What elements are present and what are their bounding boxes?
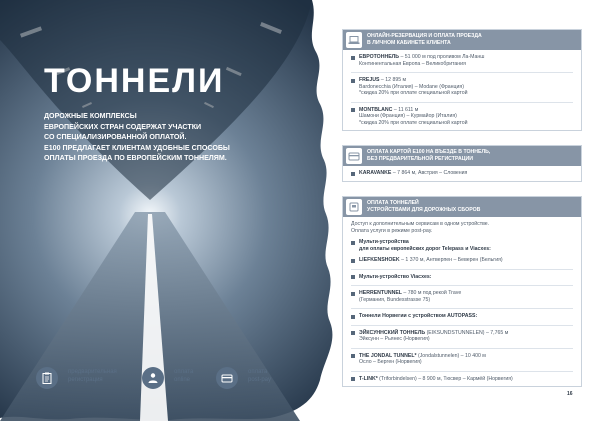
bullet-icon <box>351 377 355 381</box>
tunnel-detail: (EIKSUNDSTUNNELEN) – 7,765 м <box>425 329 509 336</box>
tunnel-name: MONTBLANC <box>359 106 393 113</box>
entry-line: Эйксунн – Рьянес (Норвегия) <box>359 336 430 342</box>
entry-line: Осло – Берген (Норвегия) <box>359 359 422 365</box>
legend-label <box>174 369 193 384</box>
hero-line: СО СПЕЦИАЛИЗИРОВАННОЙ ОПЛАТОЙ. <box>44 133 187 142</box>
hero-line: ОПЛАТЫ ПРОЕЗДА ПО ЕВРОПЕЙСКИМ ТОННЕЛЯМ. <box>44 154 227 163</box>
divider <box>351 72 573 73</box>
card-title <box>367 33 482 46</box>
bullet-icon <box>351 315 355 319</box>
entry-line: Континентальная Европа – Великобритания <box>359 60 466 67</box>
tunnel-entry <box>351 353 573 366</box>
legend <box>36 364 316 394</box>
tunnel-entry <box>351 107 573 127</box>
bullet-icon <box>351 331 355 335</box>
card-body <box>343 166 581 181</box>
bullet-icon <box>351 241 355 245</box>
card-icon <box>346 148 362 164</box>
tunnel-name: THE JONDAL TUNNEL* <box>359 352 417 359</box>
card-header <box>343 146 581 166</box>
card-title <box>367 200 480 213</box>
page-title: ТОННЕЛИ <box>44 62 225 100</box>
legend-label-line: предварительная <box>68 369 117 375</box>
tunnel-name: LIEFKENSHOEK <box>359 257 400 263</box>
bullet-icon <box>351 259 355 263</box>
bullet-icon <box>351 354 355 358</box>
entry-line: Bardonecchia (Италия) – Modane (Франция) <box>359 83 464 90</box>
card-title-line: БЕЗ ПРЕДВАРИТЕЛЬНОЙ РЕГИСТРАЦИИ <box>367 155 473 162</box>
tunnel-entry <box>351 376 573 383</box>
tunnel-detail: – 780 м под рекой Trave <box>401 290 462 296</box>
tunnel-detail: – 51 000 м под проливом Ла-Манш <box>399 54 485 60</box>
page-number: 16 <box>567 391 573 397</box>
hero-description <box>44 111 314 164</box>
card-intro <box>351 221 573 234</box>
legend-label-line: online <box>174 376 191 383</box>
card-title-line: ОНЛАЙН-РЕЗЕРВАЦИЯ И ОПЛАТА ПРОЕЗДА <box>367 33 482 39</box>
entry-line <box>359 376 573 383</box>
divider <box>351 308 573 309</box>
card-body <box>343 50 581 130</box>
tunnel-detail: (Triforbindelsen) – 8 900 м, Тюсвер – Кармёй (Норвегия) <box>377 375 513 382</box>
tunnel-detail: (Jondalstunnelen) – 10 400 м <box>416 352 486 359</box>
card-body <box>343 217 581 386</box>
legend-label-line: регистрация <box>68 376 103 383</box>
divider <box>351 325 573 326</box>
card-icon <box>216 367 238 389</box>
tunnel-name: T-LINK* <box>359 375 378 382</box>
tunnel-name: HERRENTUNNEL <box>359 290 402 296</box>
hero-line: ДОРОЖНЫЕ КОМПЛЕКСЫ <box>44 112 137 120</box>
device-group <box>351 239 573 252</box>
entry-line: *скидка 20% при оплате специальной картой <box>359 90 468 96</box>
tunnel-detail: – 12 895 м <box>379 77 407 83</box>
entry-line: *скидка 20% при оплате специальной картой <box>359 119 468 126</box>
bullet-icon <box>351 79 355 83</box>
legend-label-line: оплата <box>248 369 268 375</box>
tunnel-name: FREJUS <box>359 77 380 83</box>
divider <box>351 102 573 103</box>
card-title <box>367 149 490 162</box>
device-group <box>351 274 573 281</box>
tunnel-entry <box>351 170 573 177</box>
toll-device-icon <box>346 199 362 215</box>
group-title: Тоннели Норвегии с устройством AUTOPASS: <box>359 313 478 319</box>
tunnel-detail: – 1 370 м, Антверпен – Беверен (Бельгия) <box>399 257 503 263</box>
legend-label <box>68 369 117 384</box>
tunnel-name: ЭЙКСУННСКИЙ ТОННЕЛЬ <box>359 329 426 336</box>
tunnel-entry <box>351 257 573 264</box>
entry-line: (Германия, Bundesstrasse 75) <box>359 296 431 303</box>
toll-device-card <box>342 196 582 387</box>
tunnel-entry <box>351 77 573 97</box>
online-booking-card <box>342 29 582 131</box>
group-title: для оплаты европейских дорог Telepass и Viacxes: <box>359 245 491 252</box>
clipboard-icon <box>36 367 58 389</box>
tunnel-entry <box>351 290 573 303</box>
group-title: Мульти-устройства <box>359 239 409 245</box>
divider <box>351 371 573 372</box>
entry-line <box>359 257 573 264</box>
tunnel-detail: – 7 864 м, Австрия – Словения <box>391 170 468 176</box>
tunnel-entry <box>351 330 573 343</box>
divider <box>351 348 573 349</box>
card-header <box>343 30 581 50</box>
bullet-icon <box>351 172 355 176</box>
device-group <box>351 313 573 320</box>
hero-line: ЕВРОПЕЙСКИХ СТРАН СОДЕРЖАТ УЧАСТКИ <box>44 122 202 131</box>
info-panel <box>336 0 600 421</box>
legend-label-line: post-pay <box>248 376 272 383</box>
entry-line: Шамони (Франция) – Курмайор (Италия) <box>359 113 457 119</box>
card-payment-card <box>342 145 582 182</box>
person-icon <box>142 367 164 389</box>
card-title-line: ОПЛАТА КАРТОЙ E100 НА ВЪЕЗДЕ В ТОННЕЛЬ, <box>367 149 491 155</box>
legend-label-line: оплата <box>174 369 194 375</box>
entry-line <box>359 170 573 177</box>
bullet-icon <box>351 292 355 296</box>
card-header <box>343 197 581 217</box>
tunnel-name: KARAVANKE <box>359 170 392 176</box>
divider <box>351 269 573 270</box>
tunnel-entry <box>351 54 573 67</box>
hero-line: E100 ПРЕДЛАГАЕТ КЛИЕНТАМ УДОБНЫЕ СПОСОБЫ <box>44 143 230 152</box>
bullet-icon <box>351 56 355 60</box>
bullet-icon <box>351 108 355 112</box>
legend-label <box>248 369 271 384</box>
card-title-line: В ЛИЧНОМ КАБИНЕТЕ КЛИЕНТА <box>367 39 451 46</box>
tunnel-detail: – 11 611 м <box>392 106 419 113</box>
group-title: Мульти-устройство Viacxes: <box>359 273 432 280</box>
card-title-line: ОПЛАТА ТОННЕЛЕЙ <box>367 200 419 206</box>
tunnel-name: ЕВРОТОННЕЛЬ <box>359 54 400 60</box>
laptop-icon <box>346 32 362 48</box>
intro-line: Оплата услуги в режиме post-pay. <box>351 227 433 234</box>
divider <box>351 285 573 286</box>
card-title-line: УСТРОЙСТВАМИ ДЛЯ ДОРОЖНЫХ СБОРОВ <box>367 206 481 213</box>
intro-line: Доступ к дополнительным сервисам в одном устройстве. <box>351 221 490 227</box>
bullet-icon <box>351 275 355 279</box>
